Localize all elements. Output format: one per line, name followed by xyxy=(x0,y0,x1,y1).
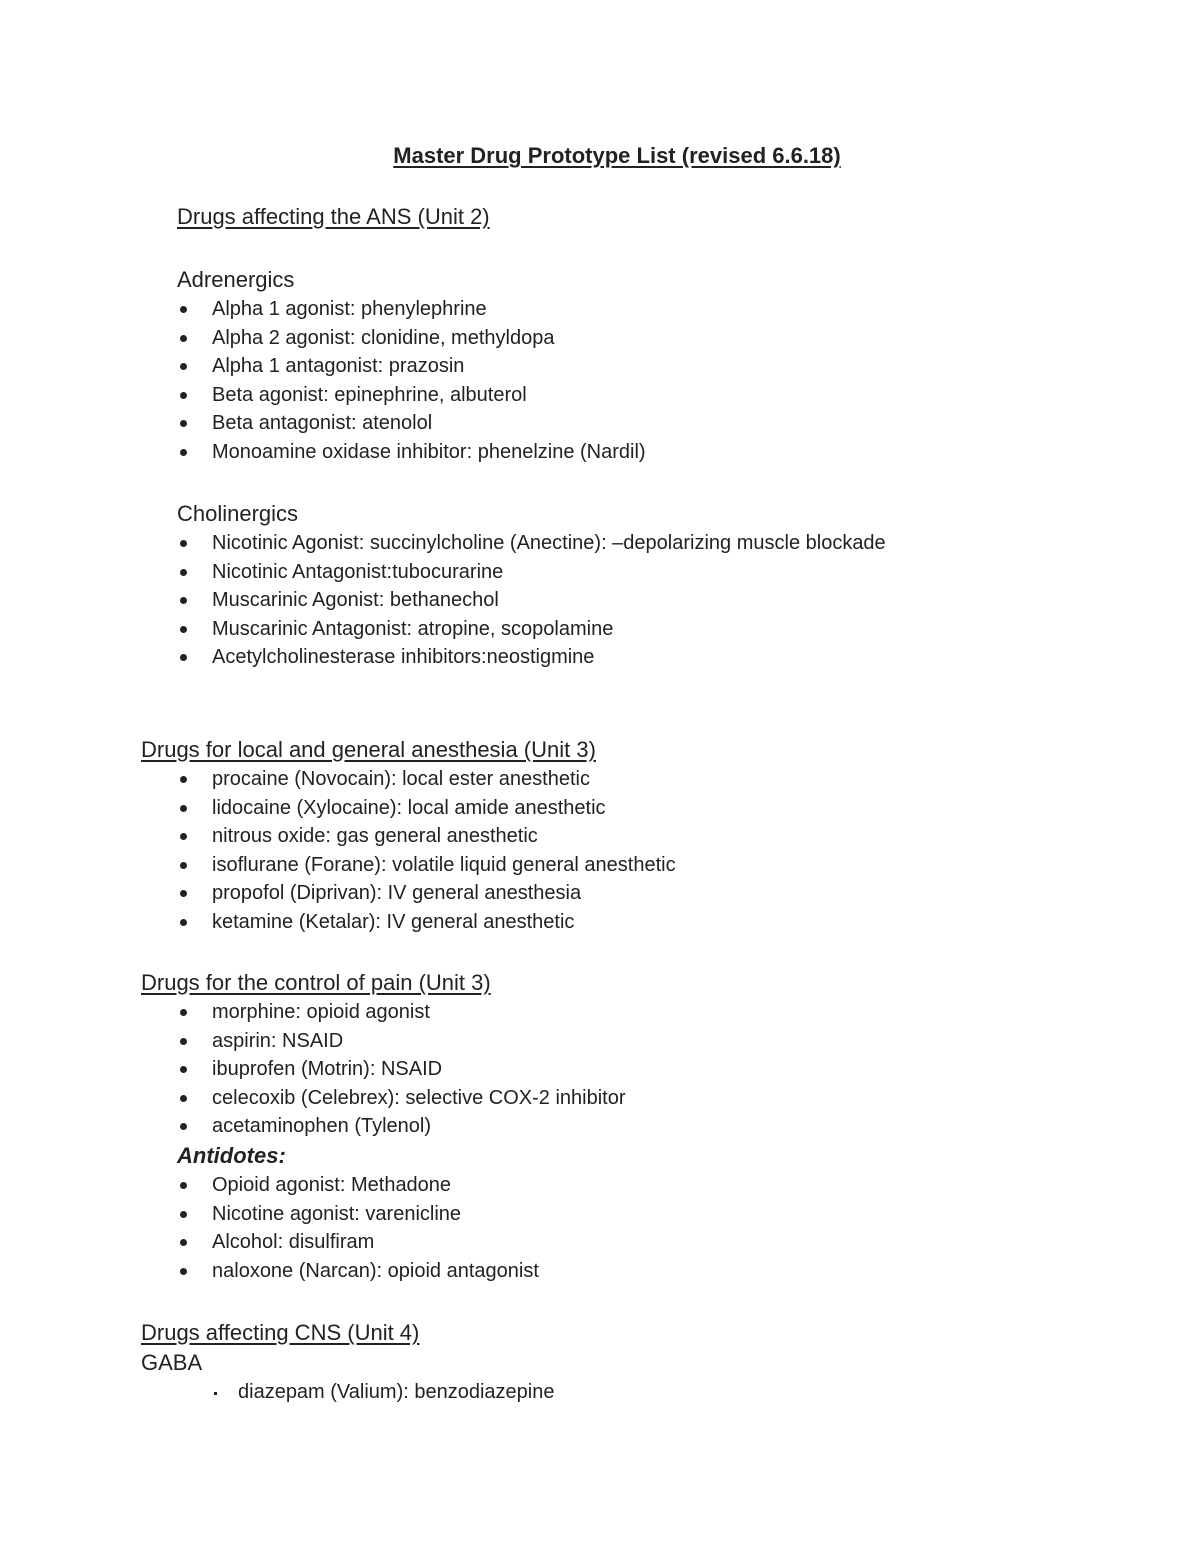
list-item: morphine: opioid agonist xyxy=(177,998,626,1027)
bullet-icon xyxy=(180,335,187,342)
bullet-icon xyxy=(180,626,187,633)
list-item: Alpha 1 agonist: phenylephrine xyxy=(177,295,646,324)
section-anesthesia xyxy=(141,735,596,765)
bullet-icon xyxy=(180,363,187,370)
anesthesia-list-wrap xyxy=(177,765,676,937)
bullet-icon xyxy=(180,833,187,840)
list-item: ketamine (Ketalar): IV general anesthetic xyxy=(177,908,676,937)
subheading-antidotes: Antidotes: xyxy=(177,1142,286,1168)
bullet-icon xyxy=(180,540,187,547)
bullet-icon xyxy=(180,654,187,661)
bullet-icon xyxy=(180,1123,187,1130)
list-item: Monoamine oxidase inhibitor: phenelzine (Nardil) xyxy=(177,438,646,467)
subheading-gaba: GABA xyxy=(141,1350,203,1375)
list-item: Beta agonist: epinephrine, albuterol xyxy=(177,381,646,410)
bullet-icon xyxy=(214,1392,217,1395)
list-item: naloxone (Narcan): opioid antagonist xyxy=(177,1257,626,1286)
bullet-icon xyxy=(180,420,187,427)
list-item: Alpha 1 antagonist: prazosin xyxy=(177,352,646,381)
bullet-icon xyxy=(180,1095,187,1102)
bullet-icon xyxy=(180,1211,187,1218)
bullet-icon xyxy=(180,776,187,783)
bullet-icon xyxy=(180,862,187,869)
list-item: Opioid agonist: Methadone xyxy=(177,1171,626,1200)
list-item: Acetylcholinesterase inhibitors:neostigmine xyxy=(177,643,886,672)
pain-list xyxy=(177,998,626,1141)
anesthesia-list xyxy=(177,765,676,937)
bullet-icon xyxy=(180,306,187,313)
list-item: acetaminophen (Tylenol) xyxy=(177,1112,626,1141)
subsection-cholinergics xyxy=(177,499,886,672)
bullet-icon xyxy=(180,805,187,812)
list-item: propofol (Diprivan): IV general anesthesia xyxy=(177,879,676,908)
bullet-icon xyxy=(180,392,187,399)
pain-list-wrap xyxy=(177,998,626,1285)
section-cns xyxy=(141,1318,554,1407)
list-item: Beta antagonist: atenolol xyxy=(177,409,646,438)
section-heading-ans: Drugs affecting the ANS (Unit 2) xyxy=(177,204,490,229)
bullet-icon xyxy=(180,449,187,456)
bullet-icon xyxy=(180,569,187,576)
list-item: nitrous oxide: gas general anesthetic xyxy=(177,822,676,851)
section-heading-pain: Drugs for the control of pain (Unit 3) xyxy=(141,970,491,995)
bullet-icon xyxy=(180,919,187,926)
list-item: Nicotinic Agonist: succinylcholine (Anectine): –depolarizing muscle blockade xyxy=(177,529,886,558)
bullet-icon xyxy=(180,1066,187,1073)
page-title: Master Drug Prototype List (revised 6.6.18) xyxy=(393,143,841,168)
bullet-icon xyxy=(180,1182,187,1189)
list-item: lidocaine (Xylocaine): local amide anesthetic xyxy=(177,794,676,823)
bullet-icon xyxy=(180,1038,187,1045)
list-item: Muscarinic Antagonist: atropine, scopolamine xyxy=(177,615,886,644)
bullet-icon xyxy=(180,597,187,604)
list-item: Alpha 2 agonist: clonidine, methyldopa xyxy=(177,324,646,353)
cholinergics-list xyxy=(177,529,886,672)
section-heading-cns: Drugs affecting CNS (Unit 4) xyxy=(141,1320,420,1345)
bullet-icon xyxy=(180,1268,187,1275)
section-ans xyxy=(177,202,490,232)
antidotes-list xyxy=(177,1171,626,1285)
section-heading-anesthesia: Drugs for local and general anesthesia (Unit 3) xyxy=(141,737,596,762)
bullet-icon xyxy=(180,1239,187,1246)
subheading-adrenergics: Adrenergics xyxy=(177,267,295,292)
list-item: Nicotine agonist: varenicline xyxy=(177,1200,626,1229)
bullet-icon xyxy=(180,1009,187,1016)
list-item: diazepam (Valium): benzodiazepine xyxy=(141,1378,554,1407)
list-item: Muscarinic Agonist: bethanechol xyxy=(177,586,886,615)
gaba-list xyxy=(141,1378,554,1407)
subheading-cholinergics: Cholinergics xyxy=(177,501,299,526)
list-item: aspirin: NSAID xyxy=(177,1027,626,1056)
list-item: procaine (Novocain): local ester anesthetic xyxy=(177,765,676,794)
list-item: celecoxib (Celebrex): selective COX-2 inhibitor xyxy=(177,1084,626,1113)
list-item: Nicotinic Antagonist:tubocurarine xyxy=(177,558,886,587)
subsection-adrenergics xyxy=(177,265,646,467)
adrenergics-list xyxy=(177,295,646,467)
list-item: isoflurane (Forane): volatile liquid general anesthetic xyxy=(177,851,676,880)
section-pain xyxy=(141,968,491,998)
list-item: ibuprofen (Motrin): NSAID xyxy=(177,1055,626,1084)
list-item: Alcohol: disulfiram xyxy=(177,1228,626,1257)
bullet-icon xyxy=(180,890,187,897)
